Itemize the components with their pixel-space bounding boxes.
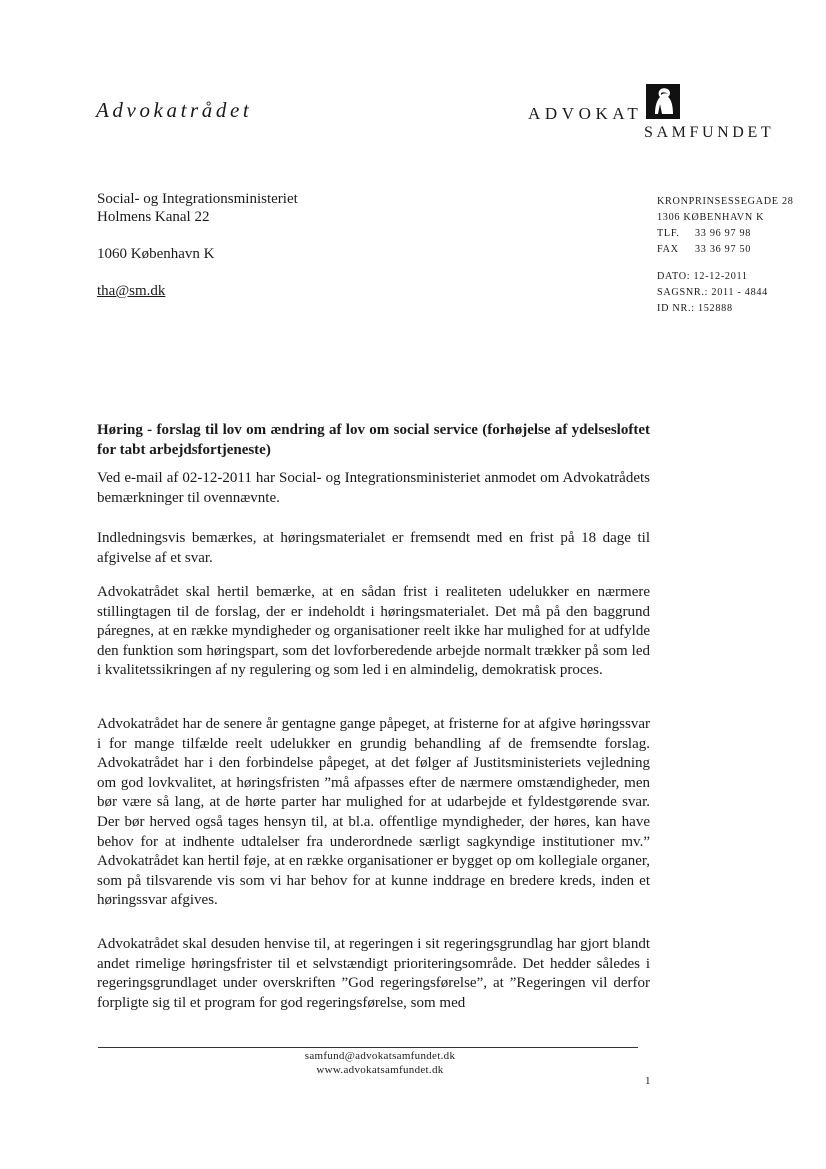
letter-subject: Høring - forslag til lov om ændring af lov om social service (forhøjelse af ydelsesloftet for tabt arbejdsfortjeneste) <box>97 422 650 458</box>
recipient-city: 1060 København K <box>97 246 215 262</box>
recipient-street: Holmens Kanal 22 <box>97 209 210 225</box>
body-paragraph-4: Advokatrådet har de senere år gentagne gange påpeget, at fristerne for at afgive høringssvar i for mange tilfælde reelt udelukker en grundig behandling af de fremsendte forslag. Advokatrådet har i den forbindelse påpeget, at det følger af Justitsministeriets vejledning om god lovkvalitet, at høringsfristen ”må afpasses efter de nærmere omstændigheder, men bør være så lang, at de hørte parter har mulighed for at udarbejde et fyldestgørende svar. Der bør herved også tages hensyn til, at bl.a. offentlige myndigheder, der høres, kan have behov for at indhente udtalelser fra underordnede særligt sagkyndige institutioner mv.” Advokatrådet kan hertil føje, at en række organisationer er bygget op om kollegiale organer, som på tilsvarende vis som vi har behov for at kunne inddrage en bredere kreds, inden et høringssvar afgives. <box>97 716 650 909</box>
sender-fax <box>657 241 751 259</box>
footer-email: samfund@advokatsamfundet.dk <box>304 1050 456 1062</box>
logo-emblem-icon <box>646 84 680 119</box>
footer-website: www.advokatsamfundet.dk <box>316 1064 444 1076</box>
body-paragraph-1: Ved e-mail af 02-12-2011 har Social- og Integrationsministeriet anmodet om Advokatrådets bemærkninger til ovennævnte. <box>97 470 650 506</box>
body-paragraph-2: Indledningsvis bemærkes, at høringsmaterialet er fremsendt med en frist på 18 dage til afgivelse af et svar. <box>97 530 650 566</box>
sender-phone <box>657 225 751 243</box>
advokatsamfundet-logo <box>528 84 788 144</box>
logo-text-bottom: SAMFUNDET <box>644 124 775 141</box>
body-paragraph-5: Advokatrådet skal desuden henvise til, at regeringen i sit regeringsgrundlag har gjort blandt andet rimelige høringsfrister til et selvstændigt prioriteringsområde. Det hedder således i regeringsgrundlaget under overskriften ”God regeringsførelse”, at ”Regeringen vil derfor forpligte sig til et program for god regeringsførelse, som med <box>97 936 650 1011</box>
logo-text-top: ADVOKAT <box>528 104 643 123</box>
id-number: ID NR.: 152888 <box>657 303 733 314</box>
case-number: SAGSNR.: 2011 - 4844 <box>657 287 768 298</box>
fax-label: FAX <box>657 244 679 255</box>
council-name: Advokatrådet <box>96 98 253 122</box>
fax-value: 33 36 97 50 <box>695 244 752 255</box>
phone-label: TLF. <box>657 228 680 239</box>
body-paragraph-3: Advokatrådet skal hertil bemærke, at en sådan frist i realiteten udelukker en nærmere stillingtagen til de forslag, der er indeholdt i høringsmaterialet. Det må på den baggrund páregnes, at en række myndigheder og organisationer reelt ikke har mulighed for at udfylde den funktion som høringspart, som det lovforberedende arbejde normalt trækker på som led i kvalitetssikringen af ny regulering og som led i en almindelig, demokratisk proces. <box>97 584 650 679</box>
recipient-email-link[interactable]: tha@sm.dk <box>97 283 166 299</box>
footer-divider <box>98 1047 638 1048</box>
sender-street: KRONPRINSESSEGADE 28 <box>657 196 794 207</box>
page-number: 1 <box>645 1075 651 1087</box>
phone-value: 33 96 97 98 <box>695 228 752 239</box>
letter-date: DATO: 12-12-2011 <box>657 271 748 282</box>
recipient-email <box>97 282 165 301</box>
recipient-name: Social- og Integrationsministeriet <box>97 191 298 207</box>
sender-city: 1306 KØBENHAVN K <box>657 212 765 223</box>
